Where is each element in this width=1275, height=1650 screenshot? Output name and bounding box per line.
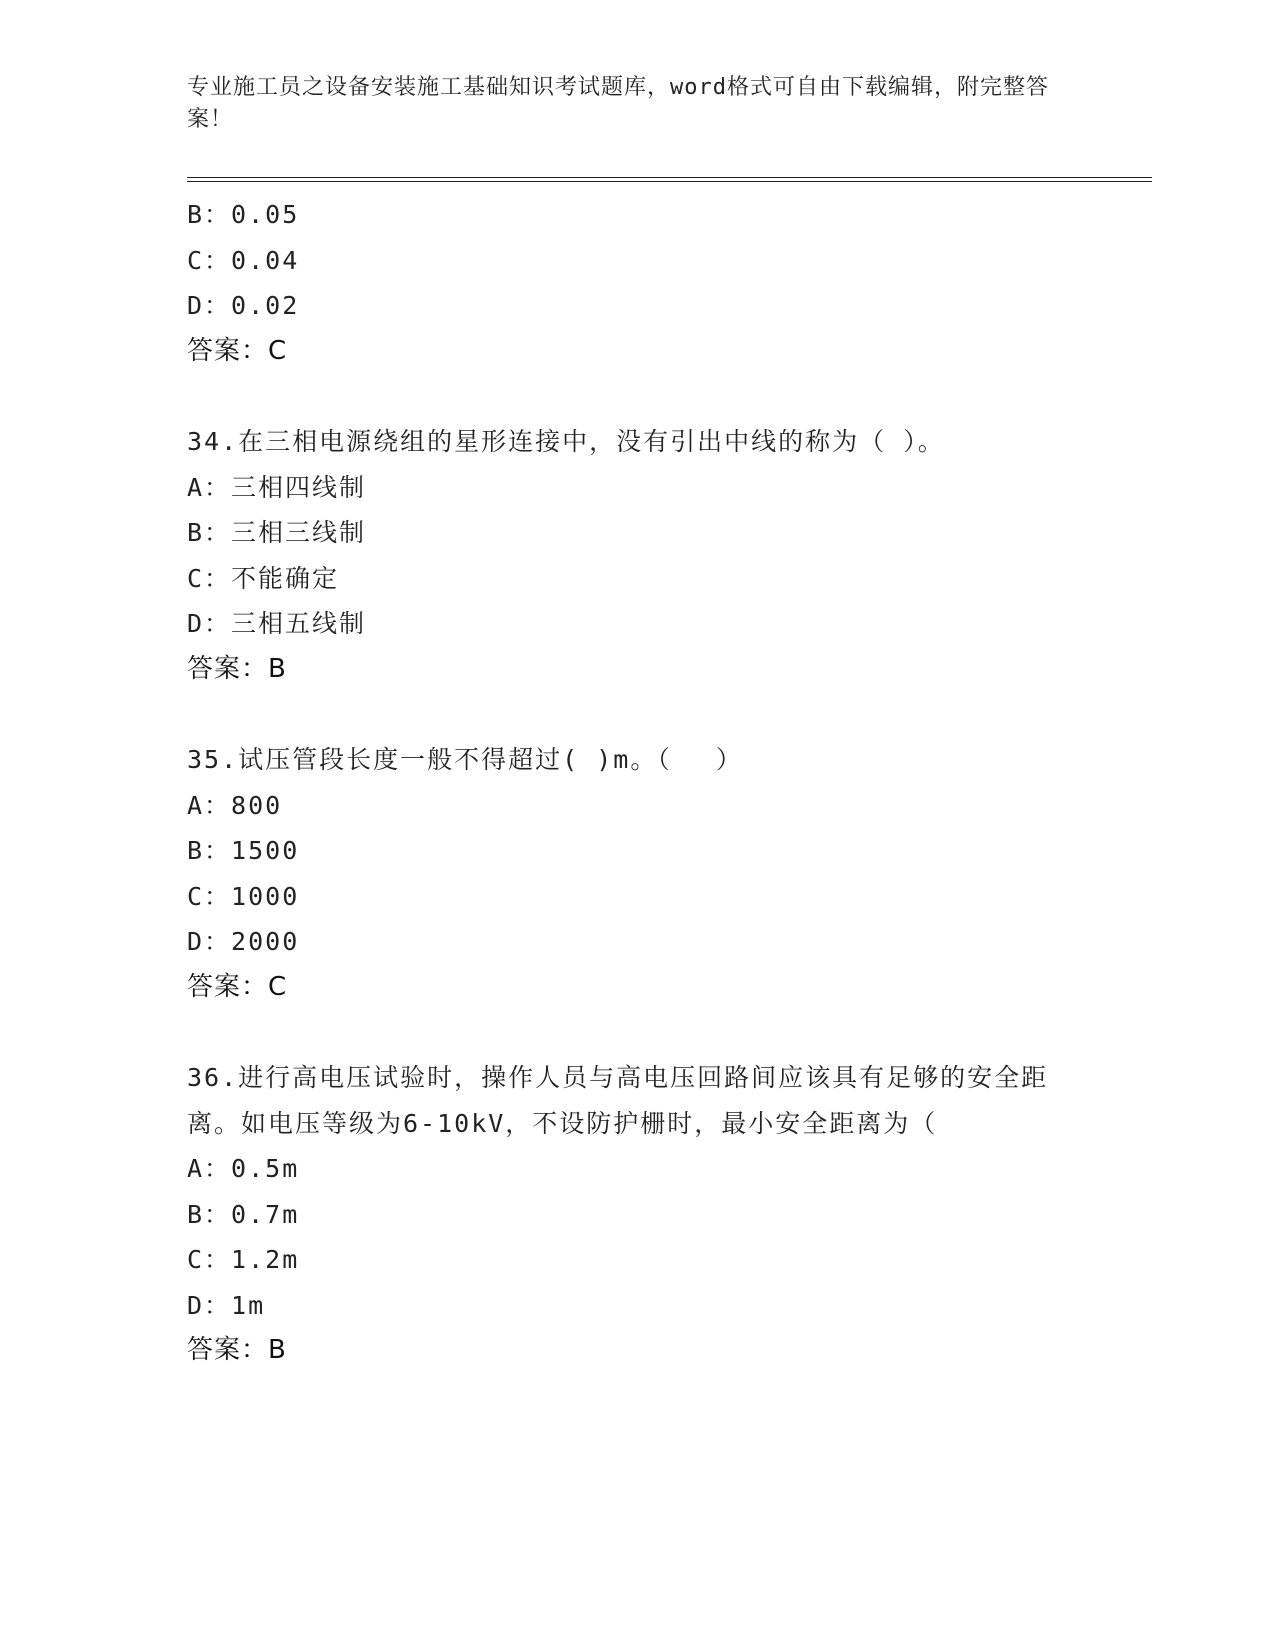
option-c: C：1000	[187, 881, 300, 911]
option-c: C：0.04	[187, 245, 300, 275]
option-d: D：2000	[187, 927, 300, 956]
question-text: 35.试压管段长度一般不得超过( )m。（ ）	[187, 745, 743, 774]
question-block-35	[187, 737, 1087, 1010]
option-b: B：1500	[187, 836, 300, 865]
answer-line: 答案：B	[187, 1335, 287, 1365]
answer-line: 答案：C	[187, 971, 288, 1002]
question-block-34	[187, 419, 1087, 692]
option-d: D：0.02	[187, 291, 300, 320]
question-block-36	[187, 1055, 1087, 1374]
answer-line: 答案：C	[187, 335, 288, 366]
document-header: 专业施工员之设备安装施工基础知识考试题库，word格式可自由下载编辑，附完整答案！	[187, 75, 1049, 132]
option-d: D：三相五线制	[187, 609, 367, 638]
option-b: B：0.7m	[187, 1199, 300, 1229]
option-a: A：三相四线制	[187, 472, 367, 502]
question-text: 36.进行高电压试验时，操作人员与高电压回路间应该具有足够的安全距离。如电压等级为6-10kV，不设防护栅时，最小安全距离为（	[187, 1063, 1049, 1138]
question-list	[187, 192, 1087, 1374]
header-divider-bottom	[187, 181, 1152, 182]
option-a: A：800	[187, 790, 283, 820]
option-c: C：1.2m	[187, 1245, 300, 1274]
header-divider-top	[187, 177, 1152, 178]
option-b: B：0.05	[187, 200, 300, 229]
option-c: C：不能确定	[187, 563, 340, 593]
option-a: A：0.5m	[187, 1154, 300, 1183]
question-block-33	[187, 192, 1087, 374]
question-text: 34.在三相电源绕组的星形连接中，没有引出中线的称为（ ）。	[187, 427, 945, 456]
option-d: D：1m	[187, 1290, 266, 1320]
answer-line: 答案：B	[187, 653, 287, 684]
option-b: B：三相三线制	[187, 518, 367, 547]
